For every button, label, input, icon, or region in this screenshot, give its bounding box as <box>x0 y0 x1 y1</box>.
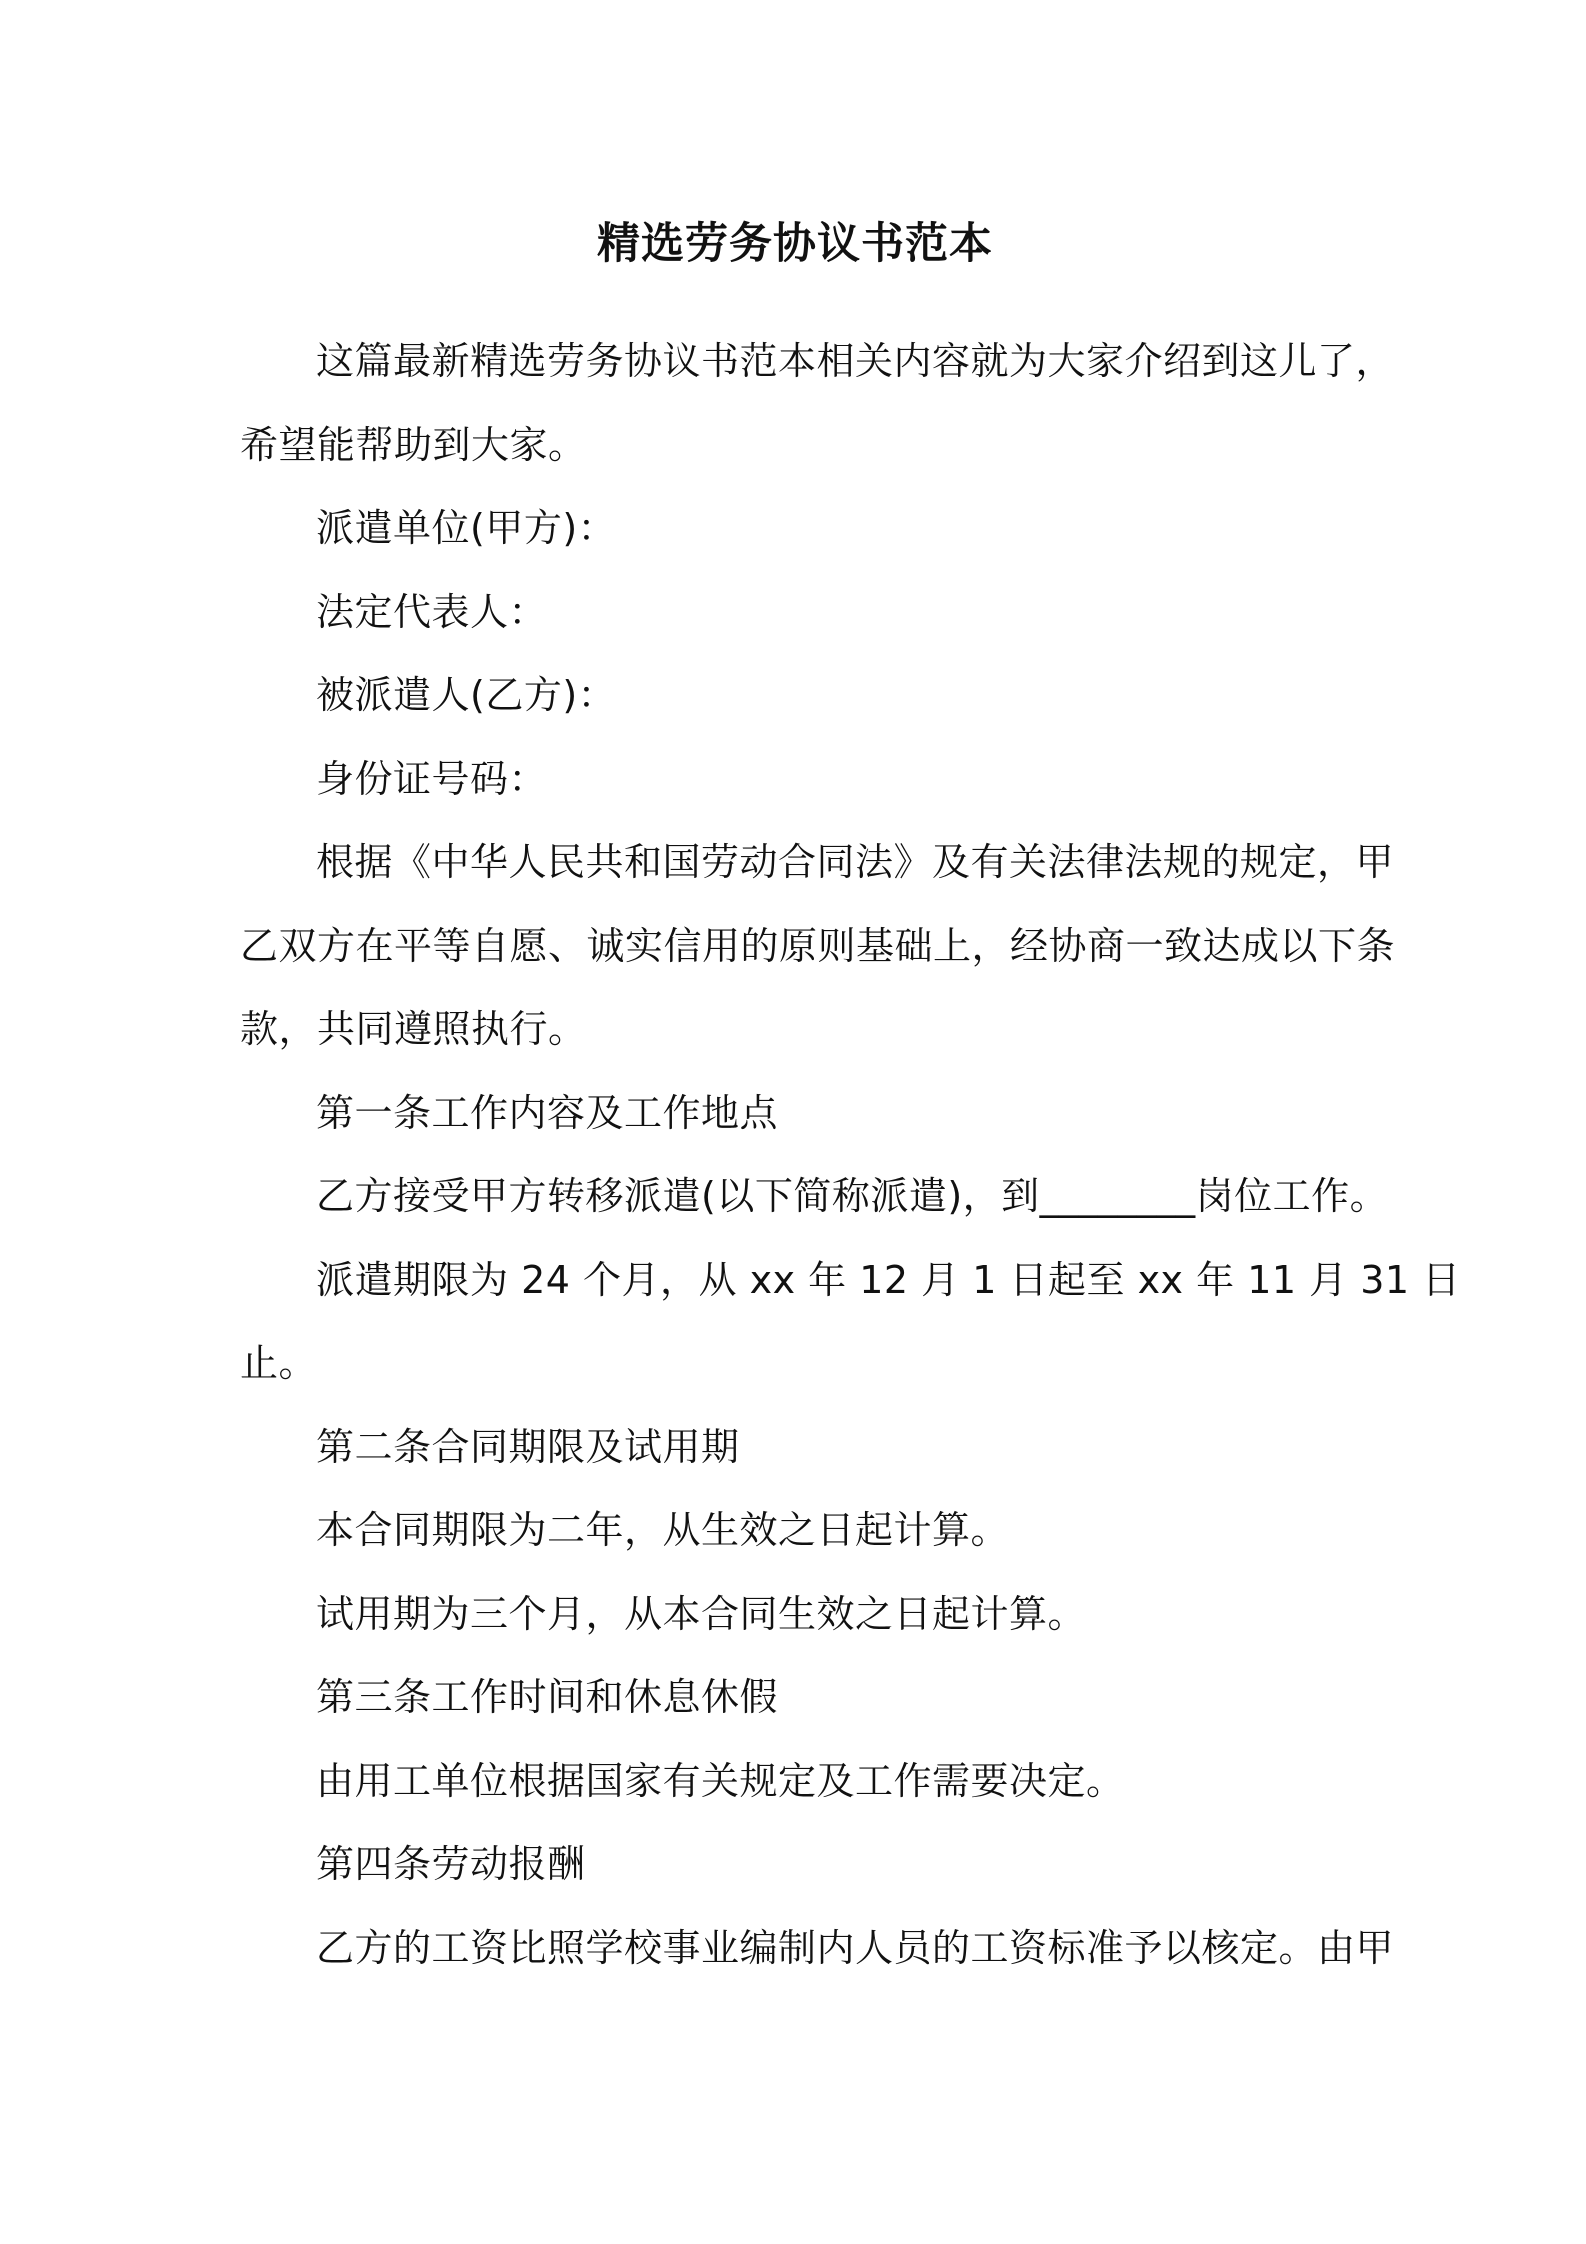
paragraph-line: 这篇最新精选劳务协议书范本相关内容就为大家介绍到这儿了， <box>316 339 1395 383</box>
paragraph-line: 身份证号码： <box>316 756 548 801</box>
party-b-field <box>240 654 1350 738</box>
article-3-heading <box>240 1656 1350 1740</box>
id-number-field <box>240 738 1350 822</box>
paragraph-line: 第一条工作内容及工作地点 <box>316 1090 779 1135</box>
article-2-heading <box>240 1406 1350 1490</box>
party-a-field <box>240 487 1350 571</box>
paragraph-line: 第三条工作时间和休息休假 <box>316 1675 779 1719</box>
paragraph-line: 派遣期限为 24 个月，从 xx 年 12 月 1 日起至 xx 年 11 月 31 日 <box>316 1257 1461 1302</box>
article-1-heading <box>240 1072 1350 1156</box>
paragraph-line: 试用期为三个月，从本合同生效之日起计算。 <box>316 1591 1087 1636</box>
article-4-heading <box>240 1823 1350 1907</box>
document-body <box>240 208 1461 1990</box>
paragraph-line: 希望能帮助到大家。 <box>240 422 587 467</box>
paragraph-line: 派遣单位(甲方)： <box>316 506 617 550</box>
intro-paragraph <box>240 320 1395 487</box>
contract-term-paragraph <box>240 1489 1350 1573</box>
paragraph-line: 乙双方在平等自愿、诚实信用的原则基础上，经协商一致达成以下条 <box>240 923 1396 968</box>
working-hours-paragraph <box>240 1740 1350 1824</box>
probation-paragraph <box>240 1573 1350 1657</box>
paragraph-line: 乙方的工资比照学校事业编制内人员的工资标准予以核定。由甲 <box>316 1925 1395 1970</box>
legal-basis-paragraph <box>240 821 1396 1072</box>
article-1-term-paragraph <box>240 1239 1461 1406</box>
paragraph-line: 款，共同遵照执行。 <box>240 1007 587 1051</box>
paragraph-line: 本合同期限为二年，从生效之日起计算。 <box>316 1508 1010 1552</box>
paragraph-line: 被派遣人(乙方)： <box>316 673 617 717</box>
paragraph-line: 由用工单位根据国家有关规定及工作需要决定。 <box>316 1758 1125 1803</box>
paragraph-line: 止。 <box>240 1341 318 1385</box>
paragraph-line: 第四条劳动报酬 <box>316 1842 586 1886</box>
paragraph-line: 根据《中华人民共和国劳动合同法》及有关法律法规的规定，甲 <box>316 840 1395 884</box>
article-1-position-paragraph <box>240 1155 1389 1239</box>
paragraph-line: 第二条合同期限及试用期 <box>316 1424 740 1469</box>
document-title: 精选劳务协议书范本 <box>597 219 993 269</box>
paragraph-line: 乙方接受甲方转移派遣(以下简称派遣)，到________岗位工作。 <box>316 1174 1389 1218</box>
paragraph-line: 法定代表人： <box>316 589 548 634</box>
legal-representative-field <box>240 571 1350 655</box>
compensation-paragraph <box>240 1907 1395 1991</box>
